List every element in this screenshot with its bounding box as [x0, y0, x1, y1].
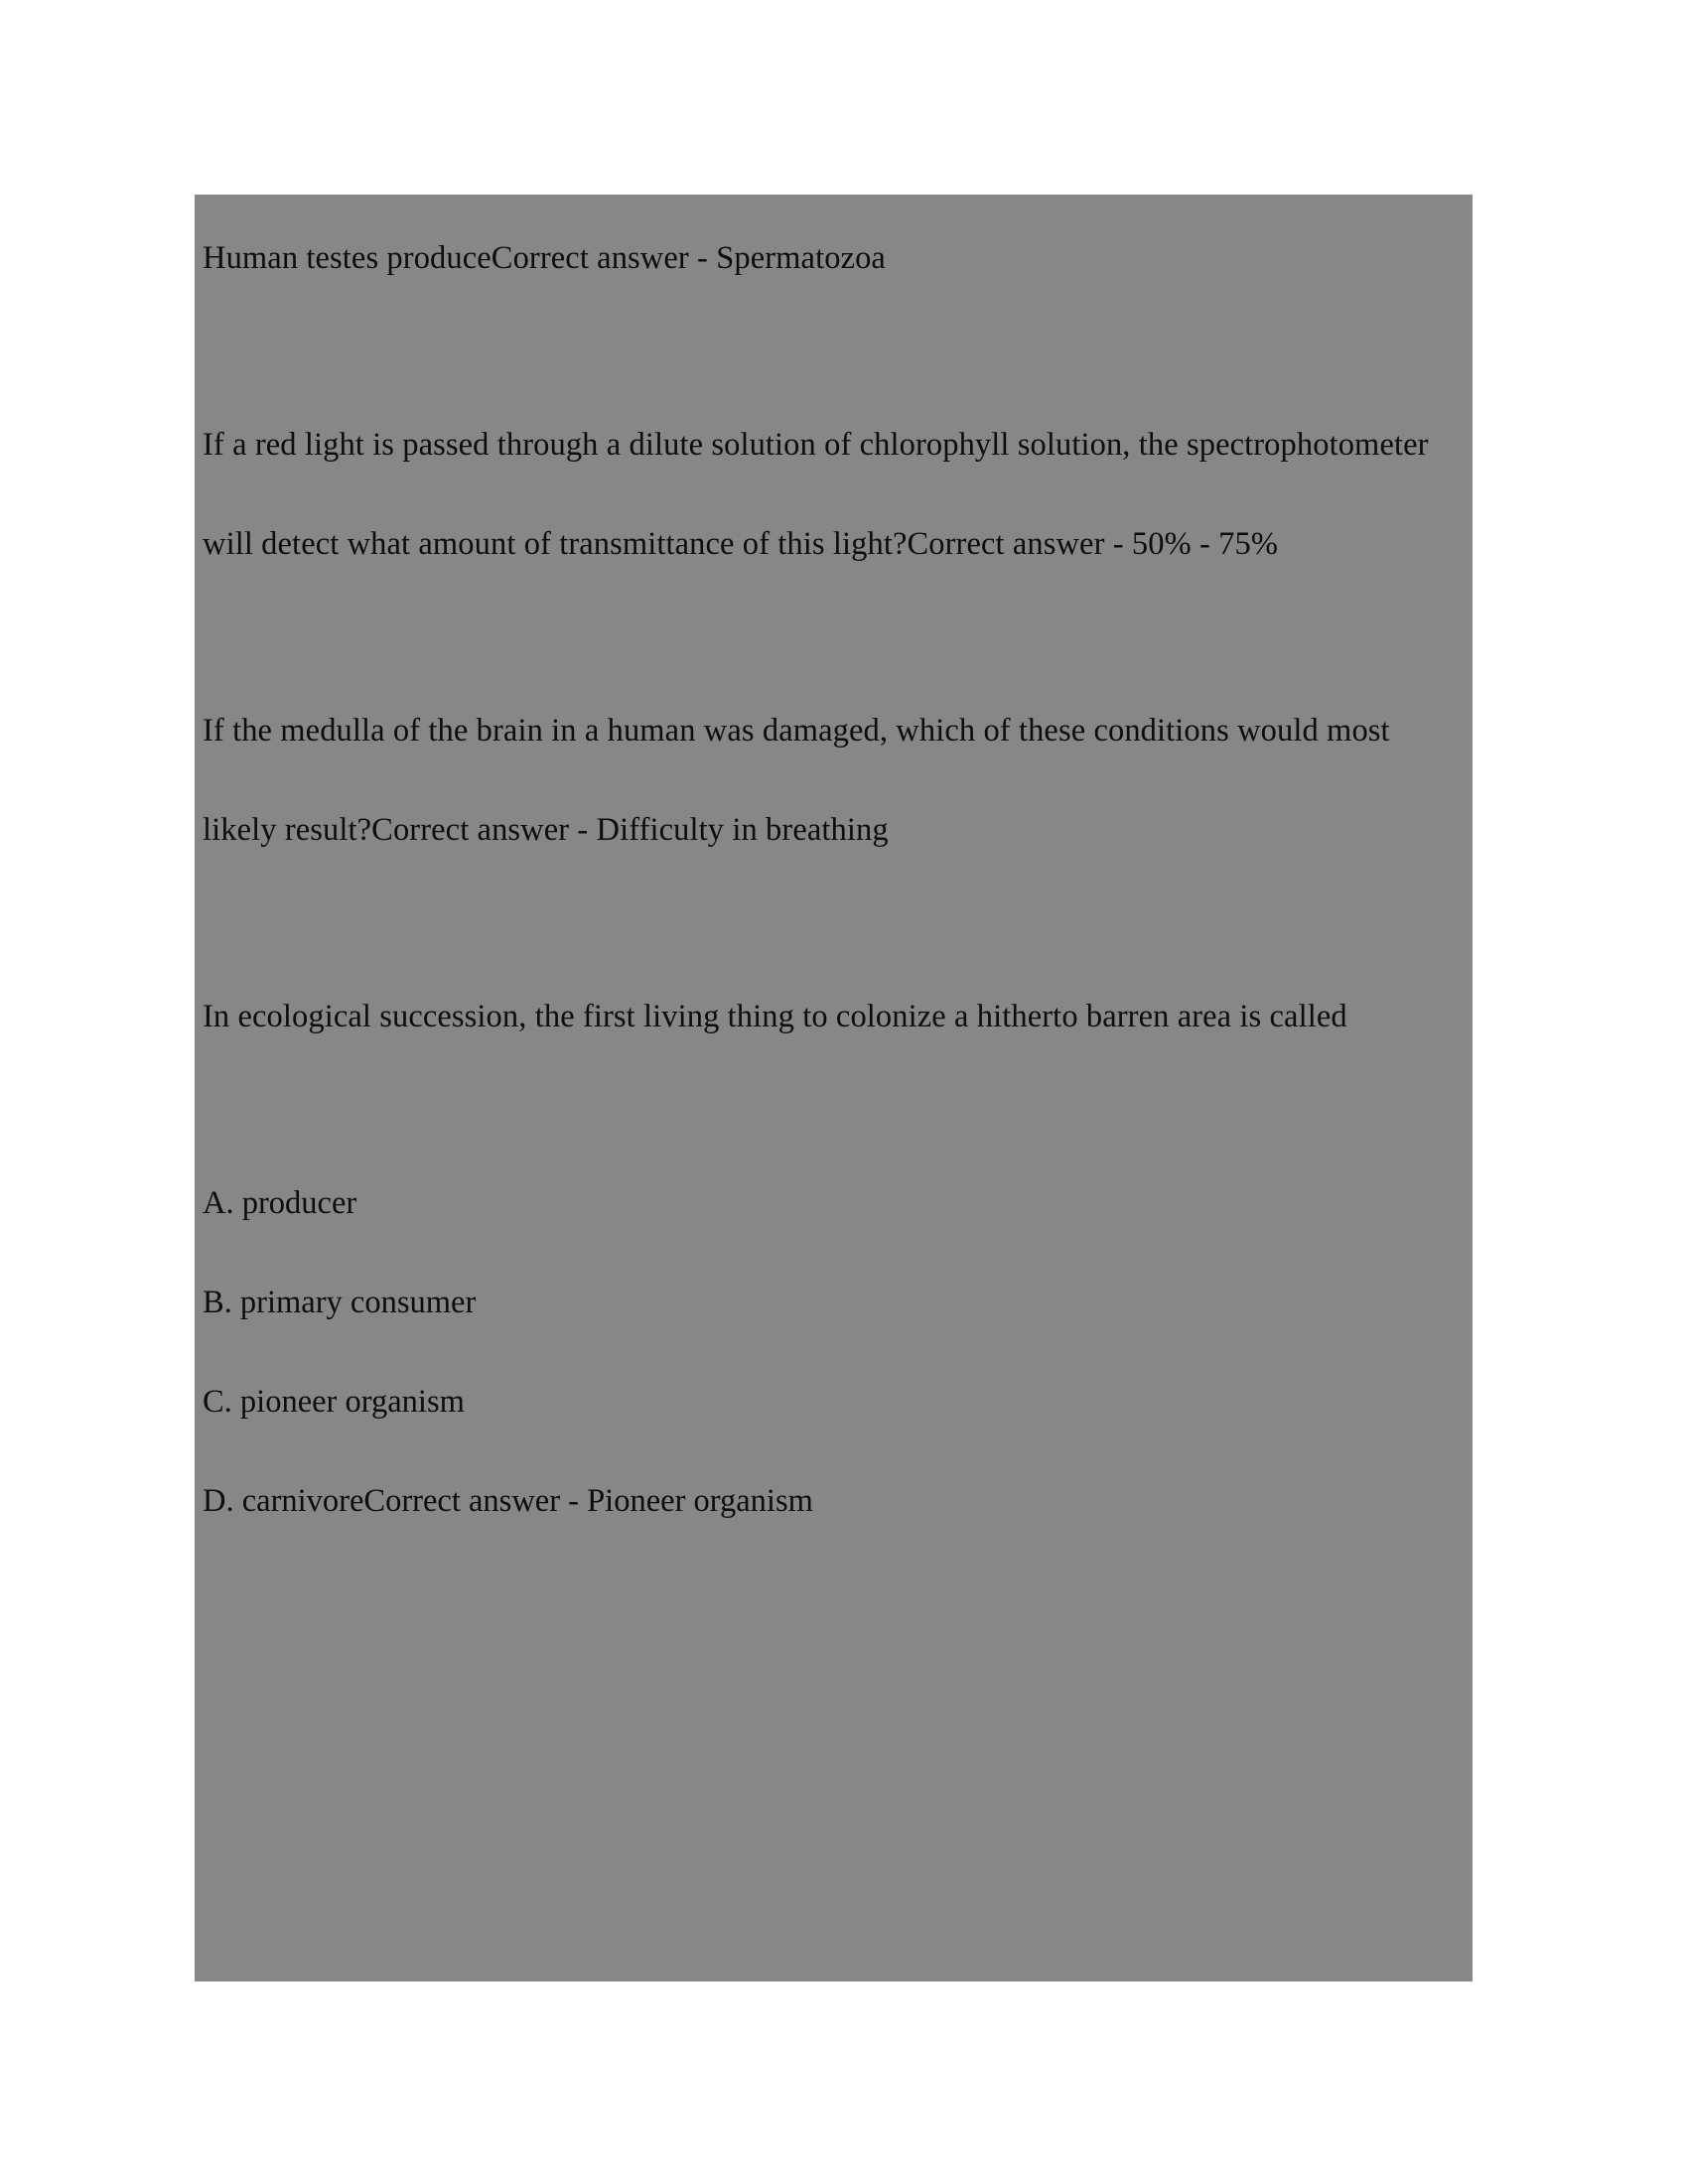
question-paragraph-4: In ecological succession, the first living thing to colonize a hitherto barren area is called [203, 999, 1347, 1034]
list-item: D. carnivoreCorrect answer - Pioneer organism [203, 1483, 813, 1519]
answer-choice-list [203, 1154, 1433, 1551]
question-paragraph-3: If the medulla of the brain in a human was damaged, which of these conditions would most likely result?Correct answer - Difficulty in breathing [203, 713, 1390, 848]
list-item: B. primary consumer [203, 1285, 477, 1320]
list-item: A. producer [203, 1185, 357, 1221]
list-item: C. pioneer organism [203, 1384, 465, 1420]
highlighted-text-block [195, 195, 1473, 1981]
question-paragraph-2: If a red light is passed through a dilute solution of chlorophyll solution, the spectrophotometer will detect what amount of transmittance of this light?Correct answer - 50% - 75% [203, 427, 1429, 562]
question-paragraph-1: Human testes produceCorrect answer - Spermatozoa [203, 240, 886, 276]
